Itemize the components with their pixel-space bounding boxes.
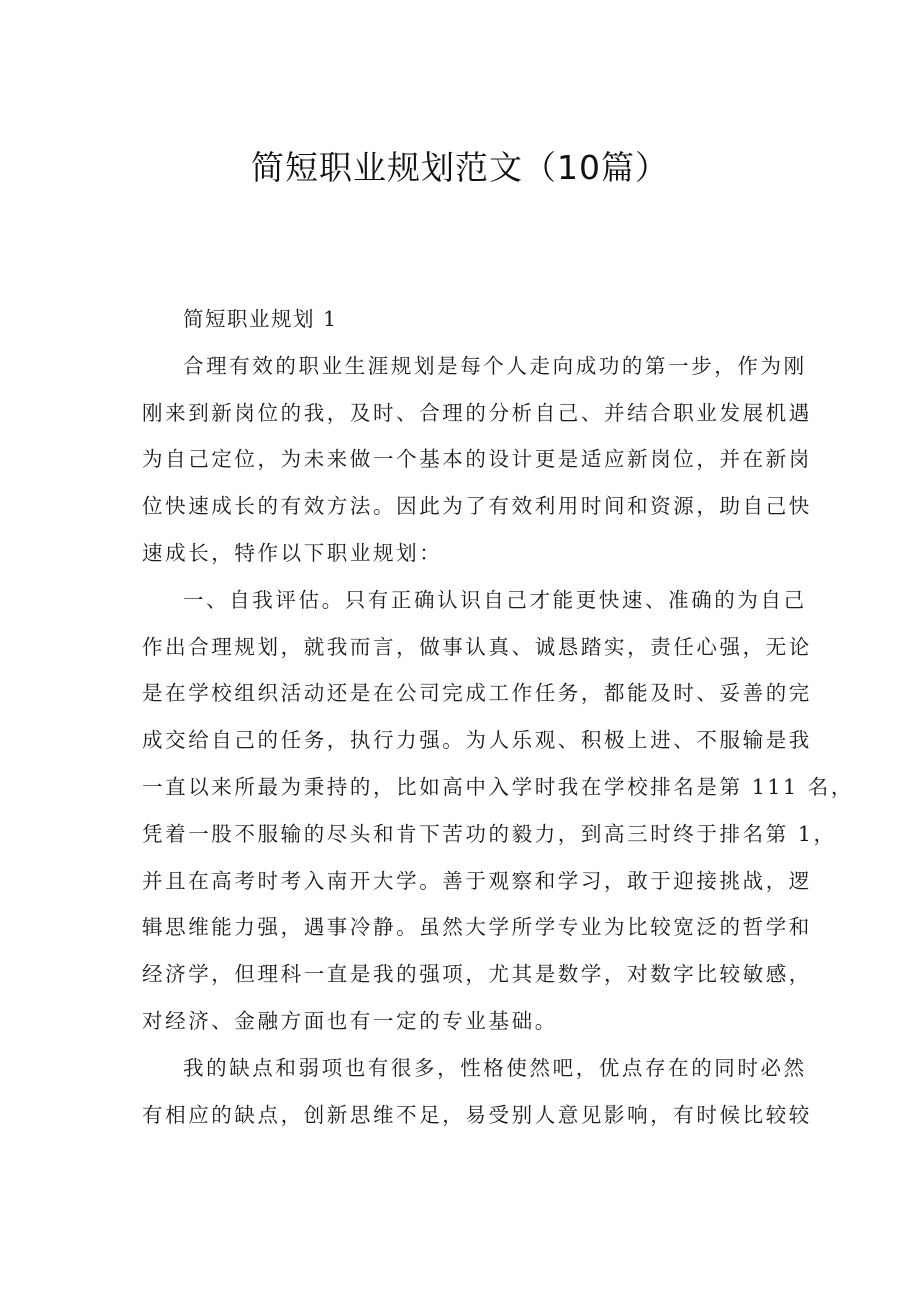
paragraph-3-line-1: 我的缺点和弱项也有很多，性格使然吧，优点存在的同时必然 (183, 1055, 807, 1080)
paragraph-1-line-5: 速成长，特作以下职业规划： (142, 540, 443, 565)
paragraph-1-line-3: 为自己定位，为未来做一个基本的设计更是适应新岗位，并在新岗 (142, 447, 812, 472)
paragraph-3-line-2: 有相应的缺点，创新思维不足，易受别人意见影响，有时候比较较 (142, 1102, 812, 1127)
paragraph-1-line-2: 刚来到新岗位的我，及时、合理的分析自己、并结合职业发展机遇 (142, 400, 812, 425)
paragraph-2-line-5: 一直以来所最为秉持的，比如高中入学时我在学校排名是第 111 名， (142, 774, 854, 799)
paragraph-2-line-6: 凭着一股不服输的尽头和肯下苦功的毅力，到高三时终于排名第 1， (142, 821, 837, 846)
paragraph-1-line-4: 位快速成长的有效方法。因此为了有效利用时间和资源，助自己快 (142, 494, 812, 519)
paragraph-1-line-1: 合理有效的职业生涯规划是每个人走向成功的第一步，作为刚 (183, 353, 807, 378)
section-title: 简短职业规划 1 (183, 307, 338, 331)
paragraph-2-line-7: 并且在高考时考入南开大学。善于观察和学习，敢于迎接挑战，逻 (142, 868, 812, 893)
document-body (142, 296, 854, 1138)
paragraph-2-line-2: 作出合理规划，就我而言，做事认真、诚恳踏实，责任心强，无论 (142, 634, 812, 659)
document-title: 简短职业规划范文（10篇） (251, 148, 669, 187)
paragraph-2-line-8: 辑思维能力强，遇事冷静。虽然大学所学专业为比较宽泛的哲学和 (142, 915, 812, 940)
paragraph-2-line-3: 是在学校组织活动还是在公司完成工作任务，都能及时、妥善的完 (142, 681, 812, 706)
paragraph-2-line-4: 成交给自己的任务，执行力强。为人乐观、积极上进、不服输是我 (142, 728, 812, 753)
paragraph-2-line-10: 对经济、金融方面也有一定的专业基础。 (142, 1008, 558, 1033)
paragraph-2-line-1: 一、自我评估。只有正确认识自己才能更快速、准确的为自己 (183, 587, 807, 612)
paragraph-2-line-9: 经济学，但理科一直是我的强项，尤其是数学，对数字比较敏感， (142, 962, 812, 987)
